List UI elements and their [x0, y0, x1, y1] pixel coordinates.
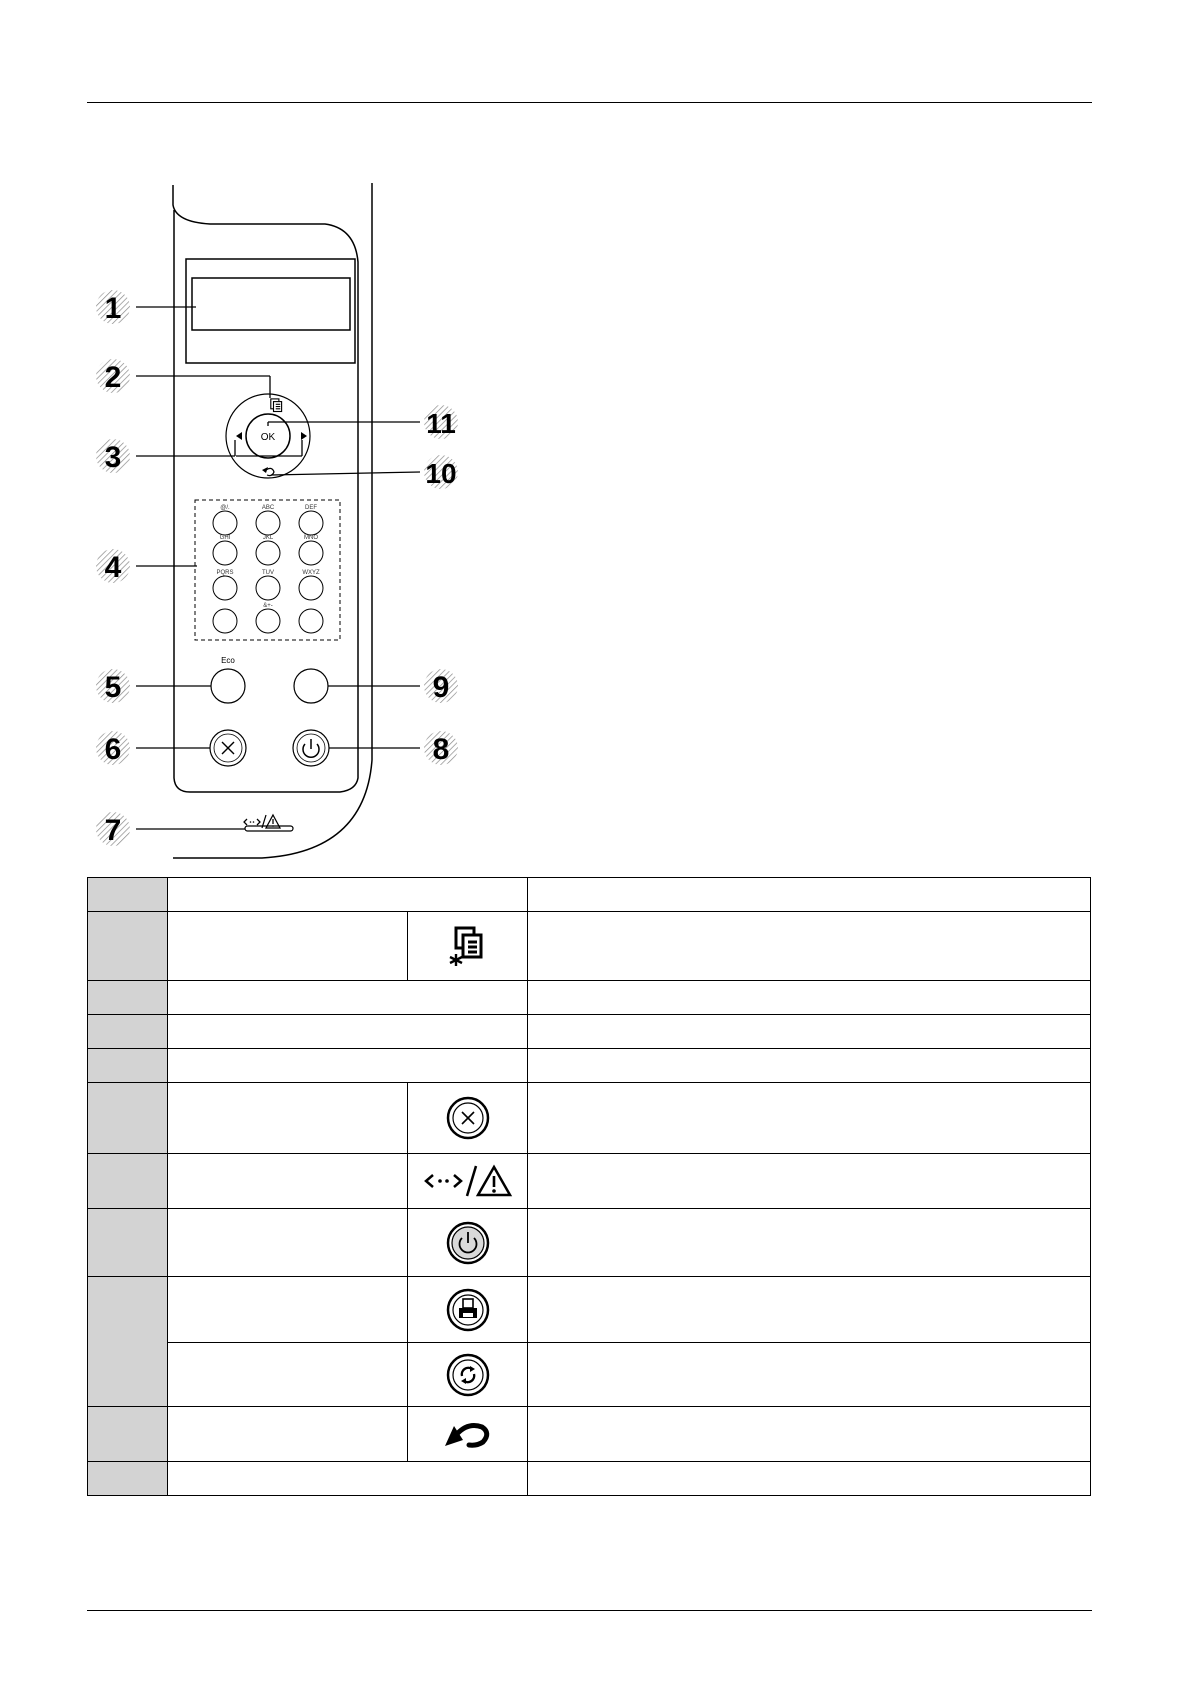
keypad-key[interactable] — [213, 541, 237, 565]
table-icon-cell — [408, 1083, 528, 1154]
keypad-key[interactable] — [299, 576, 323, 600]
callout-number: 4 — [104, 551, 122, 584]
callout-number: 5 — [104, 671, 122, 704]
table-row — [88, 1277, 1091, 1343]
callout-number: 11 — [426, 408, 456, 439]
keypad-key[interactable] — [213, 511, 237, 535]
table-row — [88, 912, 1091, 981]
table-row — [88, 981, 1091, 1015]
display-screen — [192, 278, 350, 330]
table-icon-cell — [408, 1209, 528, 1277]
table-row — [88, 1154, 1091, 1209]
table-row — [88, 1015, 1091, 1049]
footer-rule — [87, 1610, 1092, 1611]
table-row — [88, 1209, 1091, 1277]
eco-button[interactable] — [211, 669, 245, 703]
table-row — [88, 1407, 1091, 1462]
keypad-key-label: JKL — [262, 535, 274, 541]
print-screen-icon — [445, 1287, 491, 1333]
keypad-key-label: PQRS — [216, 570, 234, 576]
keypad-key-label: MNO — [304, 535, 318, 541]
callout-number: 3 — [104, 441, 122, 474]
menu-icon — [271, 399, 282, 412]
ok-label: OK — [260, 432, 276, 443]
stop-clear-icon — [445, 1095, 491, 1141]
keypad-key[interactable] — [299, 541, 323, 565]
callout-number: 9 — [432, 671, 450, 704]
keypad-key[interactable] — [256, 609, 280, 633]
keypad-key-label: TUV — [262, 570, 274, 576]
table-row — [88, 1343, 1091, 1407]
callout-number: 10 — [425, 458, 457, 489]
keypad-key-label: @/. — [220, 505, 230, 511]
keypad-key[interactable] — [213, 609, 237, 633]
table-row — [88, 1049, 1091, 1083]
keypad-key-label: DEF — [305, 505, 317, 511]
callout-numbers — [96, 290, 458, 847]
keypad-key[interactable] — [256, 541, 280, 565]
leader-lines — [136, 307, 420, 829]
keypad-key-label: WXYZ — [302, 570, 320, 576]
power-button[interactable] — [293, 730, 329, 766]
table-row — [88, 878, 1091, 912]
left-arrow-icon — [236, 432, 242, 440]
table-icon-cell — [408, 1154, 528, 1209]
control-panel-table — [87, 877, 1091, 1496]
callout-number: 7 — [104, 814, 122, 847]
number-keypad — [213, 505, 323, 633]
keypad-key-label: &+- — [263, 603, 273, 609]
navigation-ring — [226, 394, 310, 478]
keypad-key[interactable] — [213, 576, 237, 600]
table-icon-cell — [408, 1343, 528, 1407]
right-arrow-icon — [301, 432, 307, 440]
eco-label: Eco — [221, 656, 235, 665]
table-row — [88, 1083, 1091, 1154]
callout-number: 6 — [104, 733, 122, 766]
status-icon — [423, 1163, 513, 1199]
table-row — [88, 1462, 1091, 1496]
stop-clear-button[interactable] — [210, 730, 246, 766]
display-frame — [186, 259, 355, 363]
menu-icon — [447, 924, 489, 968]
table-icon-cell — [408, 1407, 528, 1462]
power-icon — [445, 1220, 491, 1266]
keypad-key[interactable] — [256, 576, 280, 600]
callout-number: 2 — [104, 361, 122, 394]
wps-icon — [445, 1352, 491, 1398]
keypad-key[interactable] — [299, 609, 323, 633]
panel-body — [173, 185, 358, 792]
wps-button[interactable] — [294, 669, 328, 703]
back-icon — [442, 1418, 494, 1450]
callout-number: 1 — [104, 292, 122, 325]
table-icon-cell — [408, 912, 528, 981]
callout-number: 8 — [432, 733, 450, 766]
keypad-key-label: ABC — [261, 505, 275, 511]
table-icon-cell — [408, 1277, 528, 1343]
keypad-key-label: GHI — [219, 535, 231, 541]
keypad-key[interactable] — [256, 511, 280, 535]
keypad-key[interactable] — [299, 511, 323, 535]
